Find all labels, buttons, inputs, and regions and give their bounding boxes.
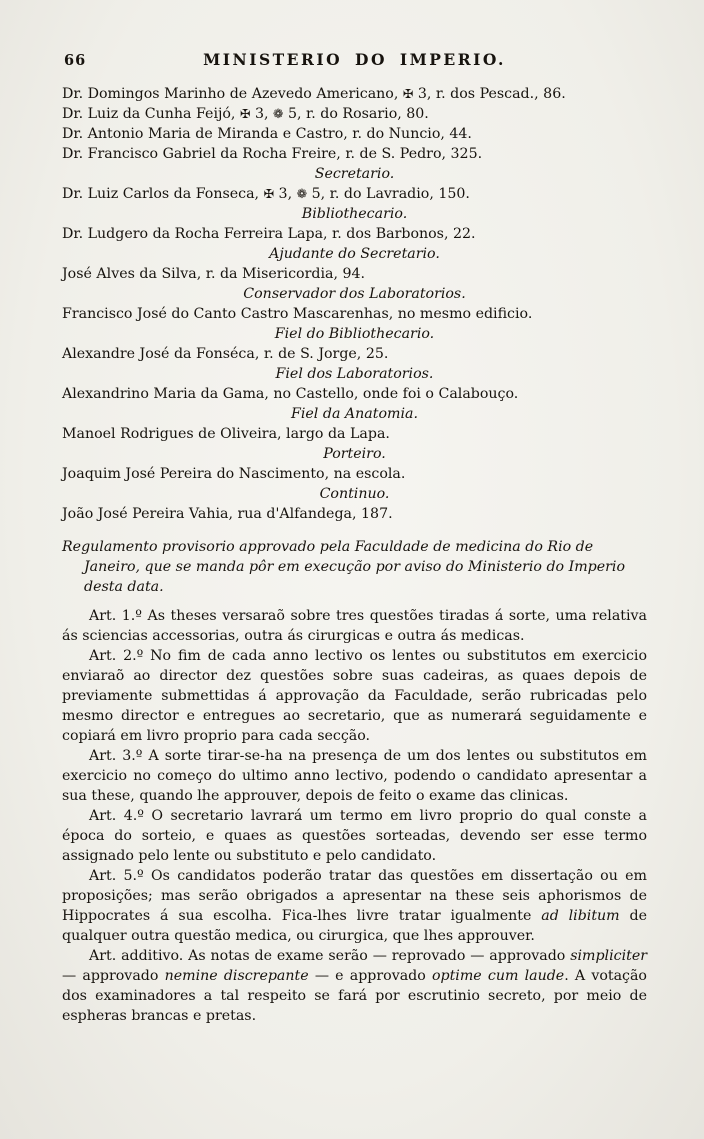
role-heading: Porteiro.: [323, 446, 386, 462]
entry-text: 5, r. do Rosario, 80.: [283, 106, 429, 122]
page-number: 66: [64, 52, 87, 69]
directory-entry: Alexandre José da Fonséca, r. de S. Jorge, 25.: [62, 346, 389, 362]
role-heading: Secretario.: [314, 166, 395, 182]
entry-text: Dr. Luiz da Cunha Feijó,: [62, 106, 240, 122]
article-2: Art. 2.º No fim de cada anno lectivo os lentes ou substitutos em exercicio enviaraõ ao director dez questões sobre suas cadeiras, as quaes depois de previamente submettidas á approvação da Faculdade, serão rubricadas pelo mesmo director e entregues ao secretario, que as numerará seguidamente e copiará em livro proprio para cada secção.: [62, 648, 647, 744]
role-heading: Continuo.: [319, 486, 390, 502]
role-heading: Fiel da Anatomia.: [291, 406, 418, 422]
article-additivo: [62, 946, 647, 1026]
article-4: Art. 4.º O secretario lavrará um termo em livro proprio do qual conste a época do sorteio, e quaes as questões sorteadas, devendo ser esse termo assignado pelo lente ou substituto e pelo candidato.: [62, 808, 647, 864]
entry-text: 3,: [274, 186, 297, 202]
directory-entry: Dr. Antonio Maria de Miranda e Castro, r. do Nuncio, 44.: [62, 126, 472, 142]
entry-text: 5, r. do Lavradio, 150.: [307, 186, 470, 202]
role-heading: Fiel dos Laboratorios.: [275, 366, 434, 382]
directory-entry: Manoel Rodrigues de Oliveira, largo da Lapa.: [62, 426, 390, 442]
directory-entry: José Alves da Silva, r. da Misericordia, 94.: [62, 266, 366, 282]
article-5: [62, 866, 647, 946]
article-3: Art. 3.º A sorte tirar-se-ha na presença de um dos lentes ou substitutos em exercicio no começo do ultimo anno lectivo, podendo o candidato apresentar a sua these, quando lhe approuver, depois de feito o exame das clinicas.: [62, 748, 647, 804]
regulation-section: [62, 537, 647, 1026]
text-segment: de qualquer outra questão medica, ou cirurgica, que lhes approuver.: [62, 908, 647, 944]
role-heading: Conservador dos Laboratorios.: [243, 286, 466, 302]
role-heading: Ajudante do Secretario.: [269, 246, 440, 262]
role-heading: Fiel do Bibliothecario.: [274, 326, 435, 342]
staff-directory: [62, 84, 647, 524]
article-1: Art. 1.º As theses versaraõ sobre tres questões tiradas á sorte, uma relativa ás sciencias accessorias, outra ás cirurgicas e outra ás medicas.: [62, 608, 647, 644]
directory-entry: [62, 184, 647, 204]
entry-text: Dr. Luiz Carlos da Fonseca,: [62, 186, 264, 202]
text-segment: . A votação dos examinadores a tal respeito se fará por escrutinio secreto, por meio de espheras brancas e pretas.: [62, 968, 647, 1024]
entry-text: Dr. Domingos Marinho de Azevedo Americano,: [62, 86, 403, 102]
directory-entry: Dr. Francisco Gabriel da Rocha Freire, r. de S. Pedro, 325.: [62, 146, 483, 162]
text-segment: — e approvado: [308, 968, 432, 984]
rosette-icon: ❁: [296, 186, 308, 201]
directory-entry: [62, 104, 647, 124]
maltese-cross-icon: ✠: [402, 86, 414, 101]
directory-entry: Francisco José do Canto Castro Mascarenhas, no mesmo edificio.: [62, 306, 533, 322]
page-title: MINISTERIO DO IMPERIO.: [203, 50, 506, 69]
directory-entry: Joaquim José Pereira do Nascimento, na escola.: [62, 466, 406, 482]
latin-term: optime cum laude: [431, 968, 565, 984]
directory-entry: João José Pereira Vahia, rua d'Alfandega, 187.: [62, 506, 393, 522]
text-segment: Art. additivo. As notas de exame serão — reprovado — approvado: [89, 948, 571, 964]
directory-entry: Alexandrino Maria da Gama, no Castello, onde foi o Calabouço.: [62, 386, 519, 402]
entry-text: 3, r. dos Pescad., 86.: [413, 86, 566, 102]
text-segment: Art. 5.º Os candidatos poderão tratar das questões em dissertação ou em proposições; mas serão obrigados a apresentar na these seis aphorismos de Hippocrates á sua escolha. Fica-lhes livre tratar igualmente: [62, 868, 647, 924]
latin-term: nemine discrepante: [164, 968, 309, 984]
text-segment: — approvado: [62, 968, 165, 984]
directory-entry: Dr. Ludgero da Rocha Ferreira Lapa, r. dos Barbonos, 22.: [62, 226, 476, 242]
maltese-cross-icon: ✠: [239, 106, 251, 121]
regulation-preamble: Regulamento provisorio approvado pela Faculdade de medicina do Rio de Janeiro, que se manda pôr em execução por aviso do Ministerio do Imperio desta data.: [62, 539, 625, 595]
latin-term: ad libitum: [541, 908, 620, 924]
latin-term: simpliciter: [570, 948, 647, 964]
entry-text: 3,: [250, 106, 273, 122]
maltese-cross-icon: ✠: [263, 186, 275, 201]
page-header: [62, 50, 647, 71]
role-heading: Bibliothecario.: [301, 206, 408, 222]
rosette-icon: ❁: [273, 106, 284, 121]
directory-entry: [62, 84, 647, 104]
